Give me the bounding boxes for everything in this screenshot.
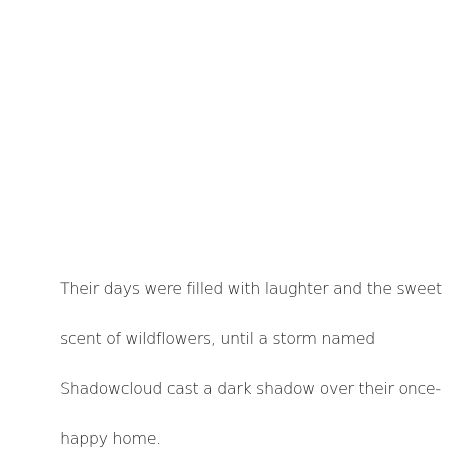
story-paragraph <box>60 270 460 470</box>
story-line-3: Shadowcloud cast a dark shadow over their once- <box>60 379 441 398</box>
story-line-1: Their days were filled with laughter and the sweet <box>60 279 442 298</box>
story-line-4: happy home. <box>60 429 161 448</box>
story-line-2: scent of wildflowers, until a storm named <box>60 329 375 348</box>
